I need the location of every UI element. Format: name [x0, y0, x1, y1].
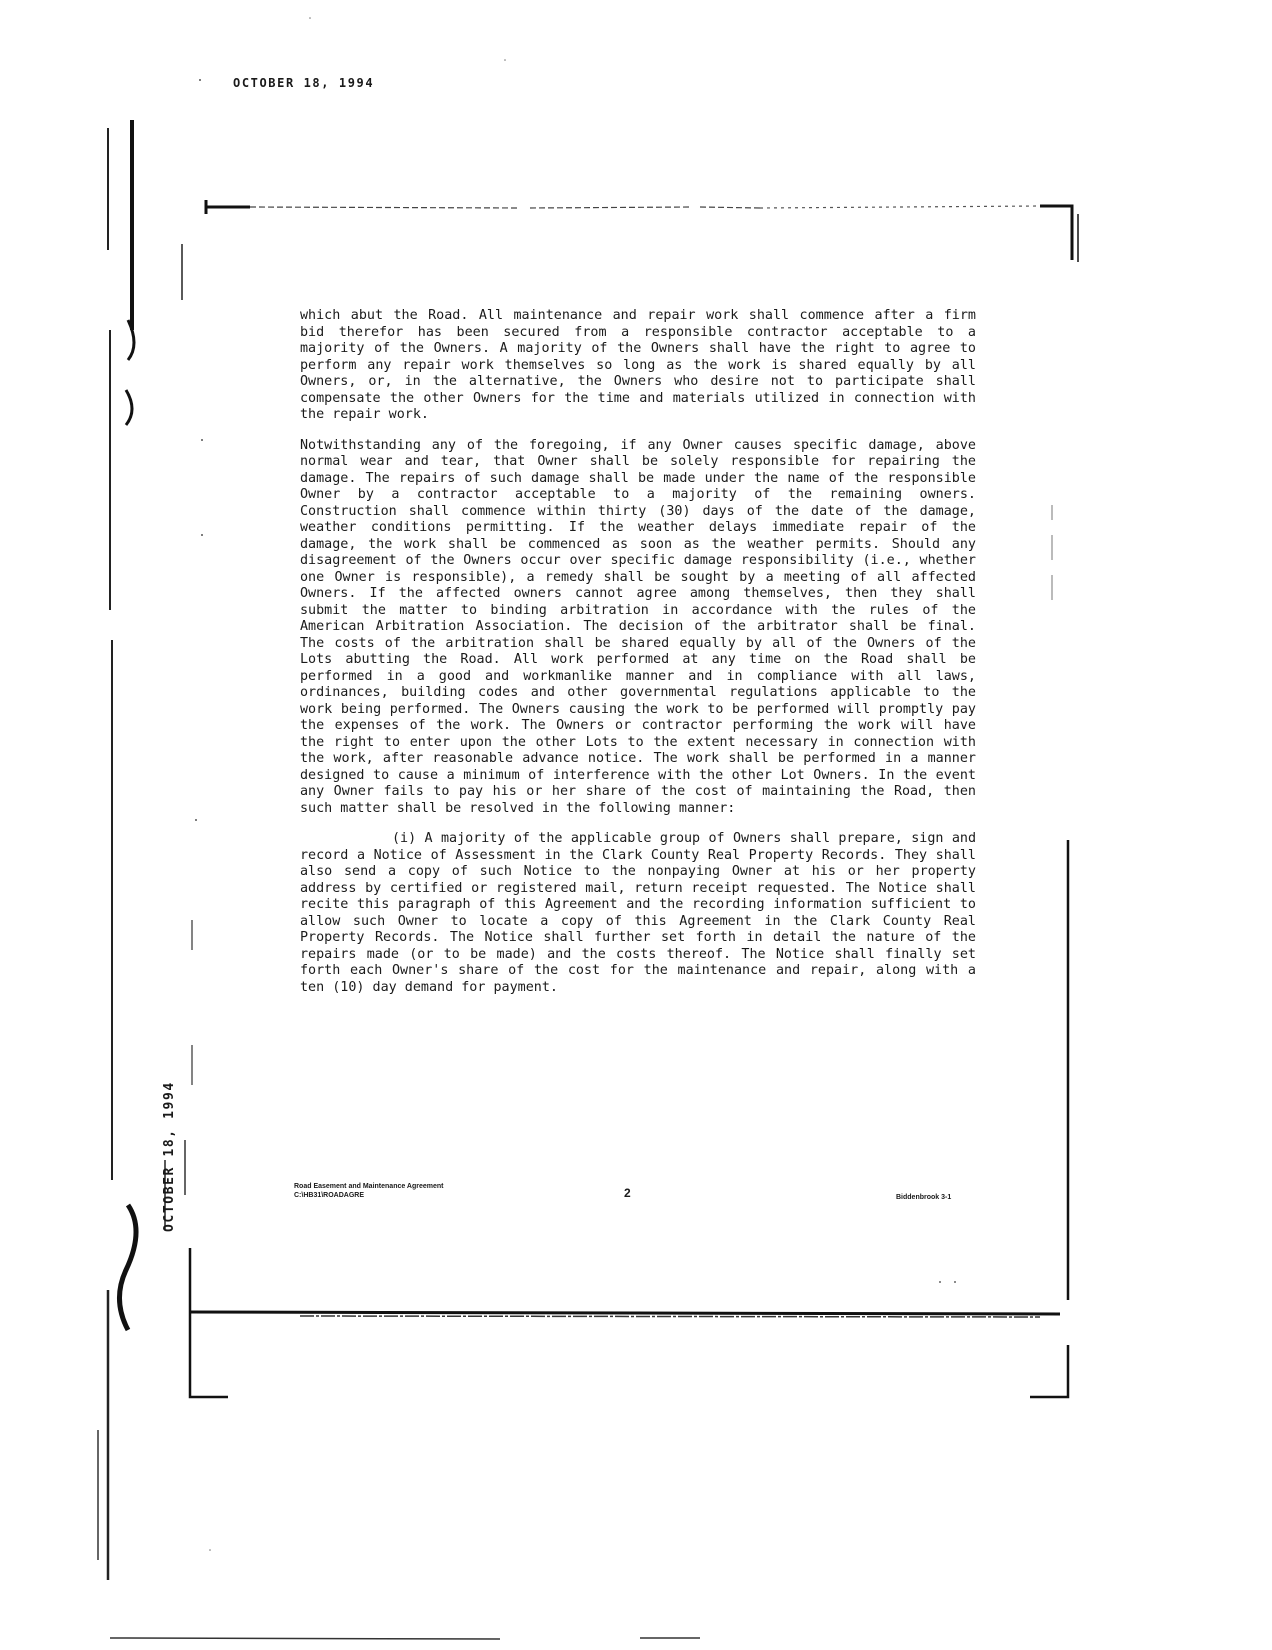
side-date-text: OCTOBER 18, 1994 [162, 1081, 177, 1232]
page-date-header: OCTOBER 18, 1994 [233, 76, 375, 90]
body-paragraph-2: Notwithstanding any of the foregoing, if any Owner causes specific damage, above normal wear and tear, that Owner shall be solely responsible for repairing the damage. The repairs of such damage shall be made under the name of the responsible Owner by a contractor acceptable to a majority of the remaining owners. Construction shall commence within thirty (30) days of the date of the damage, weather conditions permitting. If the weather delays immediate repair of the damage, the work shall be commenced as soon as the weather permits. Should any disagreement of the Owners occur over specific damage responsibility (i.e., whether one Owner is responsible), a remedy shall be sought by a meeting of all affected Owners. If the affected owners cannot agree among themselves, then they shall submit the matter to binding arbitration in accordance with the rules of the American Arbitration Association. The decision of the arbitrator shall be final. The costs of the arbitration shall be shared equally by all of the Owners of the Lots abutting the Road. All work performed at any time on the Road shall be performed in a good and workmanlike manner and in compliance with all laws, ordinances, building codes and other governmental regulations applicable to the work being performed. The Owners causing the work to be performed will promptly pay the expenses of the work. The Owners or contractor performing the work will have the right to enter upon the other Lots to the extent necessary in connection with the work, after reasonable advance notice. The work shall be performed in a manner designed to cause a minimum of interference with the other Lot Owners. In the event any Owner fails to pay his or her share of the cost of maintaining the Road, then such matter shall be resolved in the following manner: [300, 437, 976, 816]
footer-doc-title: Road Easement and Maintenance Agreement [294, 1183, 444, 1190]
footer-reference: Biddenbrook 3-1 [896, 1194, 952, 1201]
footer-file-path: C:\HB31\ROADAGRE [294, 1192, 365, 1199]
footer-document-info [294, 1182, 444, 1200]
agreement-body [300, 308, 976, 1010]
body-paragraph-1: which abut the Road. All maintenance and repair work shall commence after a firm bid therefor has been secured from a responsible contractor acceptable to a majority of the Owners. A majority of the Owners shall have the right to agree to perform any repair work themselves so long as the work is shared equally by all Owners, or, in the alternative, the Owners who desire not to participate shall compensate the other Owners for the time and materials utilized in connection with the repair work. [300, 308, 976, 422]
body-paragraph-3: (i) A majority of the applicable group of Owners shall prepare, sign and record a Notice of Assessment in the Clark County Real Property Records. They shall also send a copy of such Notice to the nonpaying Owner at his or her property address by certified or registered mail, return receipt requested. The Notice shall recite this paragraph of this Agreement and the recording information sufficient to allow such Owner to locate a copy of this Agreement in the Clark County Real Property Records. The Notice shall further set forth in detail the nature of the repairs made (or to be made) and the costs thereof. The Notice shall finally set forth each Owner's share of the cost for the maintenance and repair, along with a ten (10) day demand for payment. [300, 831, 976, 995]
page-number: 2 [624, 1186, 631, 1200]
